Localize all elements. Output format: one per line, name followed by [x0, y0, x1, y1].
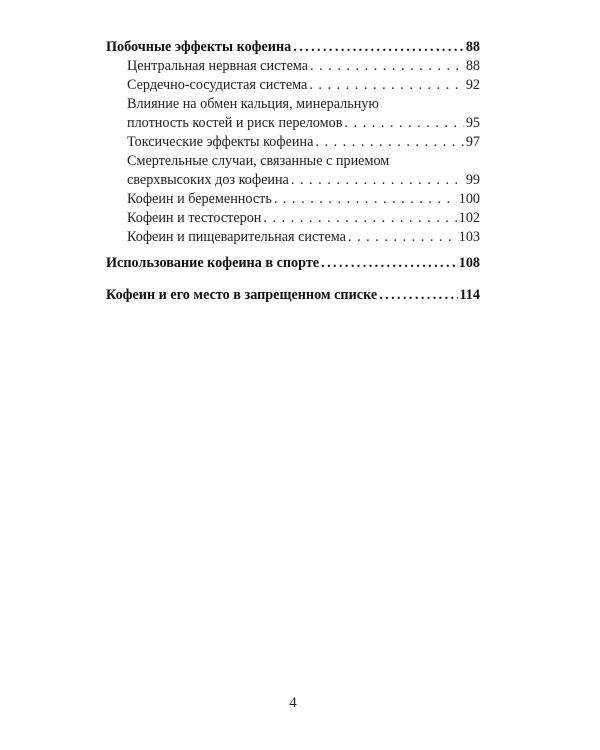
toc-title: Кофеин и его место в запрещенном списке: [106, 287, 378, 303]
toc-entry: [106, 38, 480, 57]
toc-page: 100: [458, 191, 480, 207]
toc-page: 92: [465, 77, 480, 93]
toc-title: Кофеин и пищеварительная система: [127, 229, 346, 245]
dot-leader: [263, 209, 456, 228]
toc-title: сверхвысоких доз кофеина: [127, 172, 289, 188]
toc-page: 99: [465, 172, 480, 188]
toc-page: 97: [465, 134, 480, 150]
toc-page: 88: [465, 58, 480, 74]
toc-title: Центральная нервная система: [127, 58, 309, 74]
dot-leader: [379, 286, 457, 305]
toc-page: 88: [465, 39, 480, 55]
toc-title: Использование кофеина в спорте: [106, 255, 320, 271]
toc-entry: [106, 209, 480, 228]
toc-title: Влияние на обмен кальция, минеральную: [127, 96, 379, 112]
dot-leader: [310, 57, 464, 76]
dot-leader: [344, 114, 463, 133]
toc-title: плотность костей и риск переломов: [127, 115, 343, 131]
toc-title: Сердечно-сосудистая система: [127, 77, 308, 93]
dot-leader: [348, 228, 457, 247]
dot-leader: [309, 76, 463, 95]
toc-entry: [106, 114, 480, 133]
toc-title: Побочные эффекты кофеина: [106, 39, 292, 55]
toc-entry: [106, 133, 480, 152]
toc-entry: [106, 190, 480, 209]
toc-page: 95: [465, 115, 480, 131]
dot-leader: [321, 254, 457, 273]
toc-page: 102: [458, 210, 480, 226]
page-number: 4: [289, 695, 297, 711]
toc-entry: [106, 76, 480, 95]
dot-leader: [293, 38, 464, 57]
toc-entry: [106, 57, 480, 76]
toc-title: Смертельные случаи, связанные с приемом: [127, 153, 390, 169]
toc-title: Кофеин и беременность: [127, 191, 272, 207]
dot-leader: [274, 190, 457, 209]
toc-title: Кофеин и тестостерон: [127, 210, 262, 226]
toc-entry-line1: [106, 152, 480, 171]
toc-page: 114: [459, 287, 480, 303]
toc-entry-line1: [106, 95, 480, 114]
toc-page: 103: [458, 229, 480, 245]
toc-entry: [106, 254, 480, 273]
toc-title: Токсические эффекты кофеина: [127, 134, 314, 150]
toc-entry: [106, 171, 480, 190]
table-of-contents: [106, 38, 480, 305]
toc-entry: [106, 286, 480, 305]
toc-entry: [106, 228, 480, 247]
toc-page: 108: [458, 255, 480, 271]
dot-leader: [291, 171, 464, 190]
dot-leader: [315, 133, 463, 152]
